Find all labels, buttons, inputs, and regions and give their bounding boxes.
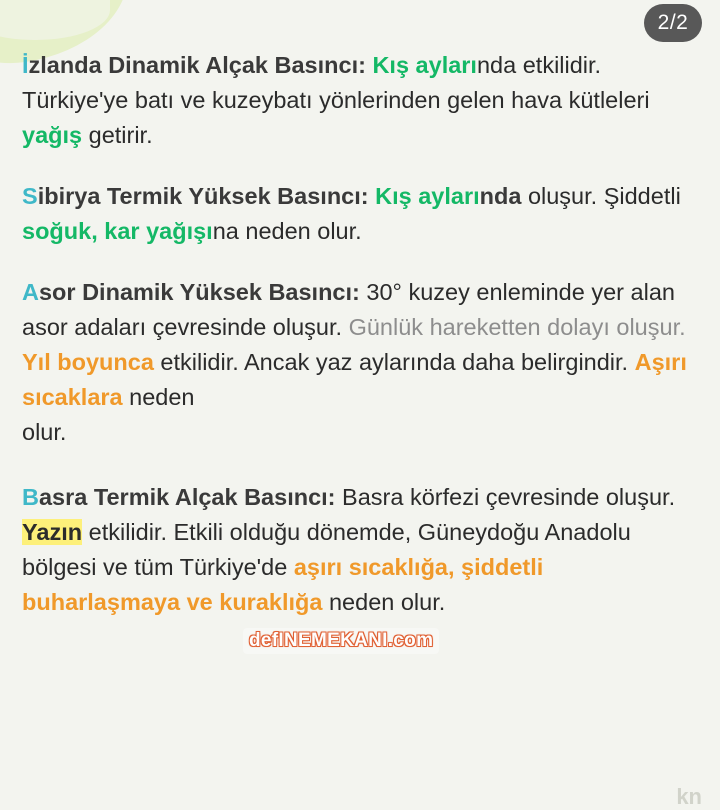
paragraph-dropcap: B <box>22 484 39 510</box>
text-run: Basra körfezi çevresinde oluşur. <box>335 484 676 510</box>
paragraph-asor <box>22 275 698 450</box>
paragraph-sibirya <box>22 179 698 249</box>
paragraph-basra <box>22 480 698 620</box>
text-run: etkilidir. Türkiye'ye batı ve kuzeybatı yönlerinden gelen hava kütleleri <box>22 52 650 113</box>
text-run: nda <box>476 52 517 78</box>
text-run: neden <box>122 384 195 410</box>
bottom-edge-artifact: kn <box>676 784 702 809</box>
paragraph-heading: asra Termik Alçak Basıncı: <box>38 484 336 510</box>
text-run: etkilidir. Ancak yaz aylarında daha belirgindir. <box>153 349 635 375</box>
text-run: oluşur. Şiddetli <box>521 183 681 209</box>
text-run: etkilidir. Etkili olduğu dönemde, Güneydoğu Anadolu bölgesi ve tüm Türkiye'de <box>22 519 631 580</box>
paragraph-dropcap: A <box>22 279 39 305</box>
highlight-gray: Günlük hareketten dolayı oluşur. <box>348 314 686 340</box>
text-run: neden olur. <box>322 589 446 615</box>
paragraph-dropcap: İ <box>22 52 29 78</box>
highlight-yellow: Yazın <box>22 519 83 545</box>
paragraph-dropcap: S <box>22 183 38 209</box>
site-watermark: defINEMEKANI.com <box>243 628 439 654</box>
text-run: na neden olur. <box>212 218 362 244</box>
paragraph-heading: ibirya Termik Yüksek Basıncı: <box>37 183 369 209</box>
highlight-green: Kış ayları <box>365 52 477 78</box>
text-run: olur. <box>22 419 67 445</box>
page-counter-badge: 2/2 <box>644 4 702 42</box>
highlight-green: yağış <box>22 122 83 148</box>
highlight-orange: aşırı sıcaklığa, şiddetli buharlaşmaya ve kuraklığa <box>22 554 544 615</box>
highlight-orange: Yıl boyunca <box>22 349 154 375</box>
text-run: nda <box>479 183 522 209</box>
highlight-orange: Aşırı sıcaklara <box>22 349 687 410</box>
highlight-green: soğuk, kar yağışı <box>22 218 213 244</box>
paragraph-izlanda <box>22 48 698 153</box>
text-run: 30° kuzey enleminde yer alan asor adaları çevresinde oluşur. <box>22 279 675 340</box>
text-run: getirir. <box>82 122 153 148</box>
highlight-green: Kış ayları <box>368 183 480 209</box>
paragraph-heading: sor Dinamik Yüksek Basıncı: <box>38 279 360 305</box>
paragraph-heading: zlanda Dinamik Alçak Basıncı: <box>28 52 366 78</box>
